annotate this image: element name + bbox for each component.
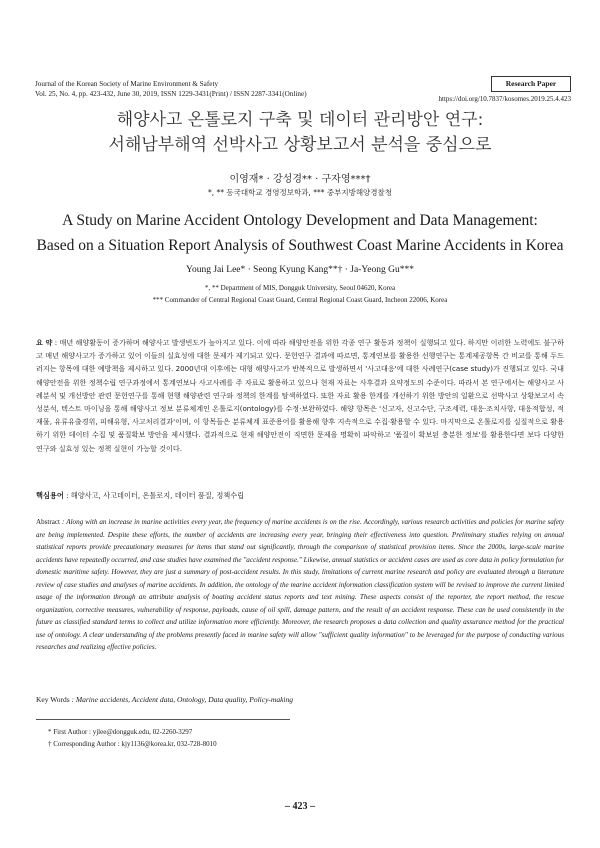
english-abstract-text: : Along with an increase in marine activities every year, the frequency of marine accidents is on the rise. Accordingly, various research activities and policies for marine safety are being implemented. Despite these efforts, the number of accidents are increasing every year, bringing their effectiveness into question. Preliminary studies relying on annual statistical reports provide precautionary measures for items that stand out significantly, through the comparison of statistical provision items. Since the 2000s, large-scale marine accidents have repeatedly occurred, and case studies have examined the "accident response." Likewise, annual statistics or accident cases are used as core data in policy formulation for domestic maritime safety. However, they are just a summary of post-accident results. In this study, limitations of current marine research and policy are evaluated through a literature review of case studies and analyses of marine accidents. In addition, the ontology of the marine accident information classification system will be revised to improve the current limited usage of the information through an attribute analysis of boating accident status reports and text mining. These aspects consist of the reporter, the report method, the rescue organization, corrective measures, vulnerability of response, payloads, cause of oil spill, damage pattern, and the result of an accident response. These can be used consistently in the future as classified standard terms to collect and utilize information more efficiently. Moreover, the research proposes a data collection and quality assurance method for the practical use of ontology. A clear understanding of the problems presently faced in marine safety will allow "sufficient quality information" to be leveraged for the purpose of conducting various researches and realizing effective policies.: [36, 518, 564, 651]
doi-link[interactable]: https://doi.org/10.7837/kosomes.2019.25.4.423: [438, 95, 571, 103]
korean-affiliation: *, ** 동국대학교 경영정보학과, *** 중부지방해양경찰청: [207, 188, 393, 197]
korean-abstract-label: 요 약: [36, 338, 53, 347]
footnote-corresponding-author: † Corresponding Author : kjy1136@korea.kr, 032-728-8010: [48, 740, 217, 748]
article-type-badge: Research Paper: [491, 76, 571, 92]
korean-title-line2: 서해남부해역 선박사고 상황보고서 분석을 중심으로: [108, 135, 492, 155]
footnote-first-author: * First Author : yjlee@dongguk.edu, 02-2260-3297: [48, 728, 193, 736]
english-authors: Young Jai Lee* · Seong Kyung Kang**† · Ja-Yeong Gu***: [186, 265, 414, 275]
korean-abstract-text: : 매년 해양활동이 증가하며 해양사고 발생빈도가 높아지고 있다. 이에 따라 해양안전을 위한 각종 연구 활동과 정책이 실행되고 있다. 하지만 이러한 노력에도 불구하고 매년 해양사고가 증가하고 있어 이들의 실효성에 대한 문제가 제기되고 있다. 문헌연구 결과에 따르면, 통계연보를 활용한 선행연구는 통계제공항목 간 비교를 통해 두드러지는 항목에 대한 예방책을 제시하고 있다. 2000년대 이후에는 대형 해양사고가 반복적으로 발생하면서 '사고대응'에 대한 사례연구(case study)가 진행되고 있다. 국내 해양안전을 위한 정책수립 연구과정에서 통계연보나 사고사례를 주 자료로 활용하고 있으나 현재 자료는 사후결과 요약정도의 수준이다. 따라서 본 연구에서는 해양사고 사례분석 및 개선방안 관련 문헌연구를 통해 현행 해양관련 연구와 정책의 한계를 탐색하였다. 또한 자료 활용 한계를 개선하기 위한 방안의 일환으로 선박사고 상황보고서 속성분석, 텍스트 마이닝을 통해 해양사고 정보 분류체계인 온톨로지(ontology)를 수정·보완하였다. 해양 항목은 '신고자, 신고수단, 구조세력, 대응·조치사항, 대응적합성, 적재물, 유류유출경위, 피해유형, 사고처리결과'이며, 이 항목들은 분류체계 표준용어를 활용해 향후 지속적으로 수집·활용할 수 있다. 마지막으로 온톨로지를 실질적으로 활용하기 위한 데이터 수집 및 품질확보 방안을 제시했다. 결과적으로 현재 해양안전이 직면한 문제을 명확히 파악하고 '품질이 확보된 충분한 정보'를 활용한다면 보다 다양한 연구와 실효성 있는 정책 실현이 가능할 것이다.: [36, 338, 564, 453]
english-affiliation-line2: *** Commander of Central Regional Coast Guard, Central Regional Coast Guard, Incheon 22006, Korea: [152, 296, 448, 304]
korean-keywords-label: 핵심용어: [36, 491, 64, 500]
english-title-line1: A Study on Marine Accident Ontology Development and Data Management:: [62, 212, 538, 229]
english-affiliation: [0, 282, 600, 306]
journal-name: Journal of the Korean Society of Marine Environment & Safety: [35, 80, 219, 88]
english-affiliation-line1: *, ** Department of MIS, Dongguk University, Seoul 04620, Korea: [204, 284, 396, 292]
english-keywords-label: Key Words: [36, 695, 70, 704]
english-keywords-text: : Marine accidents, Accident data, Ontology, Data quality, Policy-making: [71, 695, 293, 704]
journal-volume: Vol. 25, No. 4, pp. 423-432, June 30, 2019, ISSN 1229-3431(Print) / ISSN 2287-3341(Online): [35, 89, 307, 98]
korean-authors: 이영재* · 강성경** · 구자영***†: [229, 174, 371, 185]
journal-info: [35, 80, 435, 99]
footnote-divider: [36, 719, 290, 720]
english-abstract-label: Abstract: [36, 518, 61, 526]
korean-keywords-text: : 해양사고, 사고데이터, 온톨로지, 데이터 품질, 정책수립: [66, 491, 245, 500]
korean-title: [0, 108, 600, 158]
english-title-line2: Based on a Situation Report Analysis of Southwest Coast Marine Accidents in Korea: [36, 237, 564, 254]
english-abstract: [36, 516, 564, 654]
korean-title-line1: 해양사고 온톨로지 구축 및 데이터 관리방안 연구:: [116, 110, 484, 130]
english-keywords: [36, 695, 564, 704]
korean-abstract: [36, 336, 564, 455]
page-number: – 423 –: [285, 801, 315, 812]
korean-keywords: [36, 491, 564, 501]
english-title: [0, 208, 600, 258]
